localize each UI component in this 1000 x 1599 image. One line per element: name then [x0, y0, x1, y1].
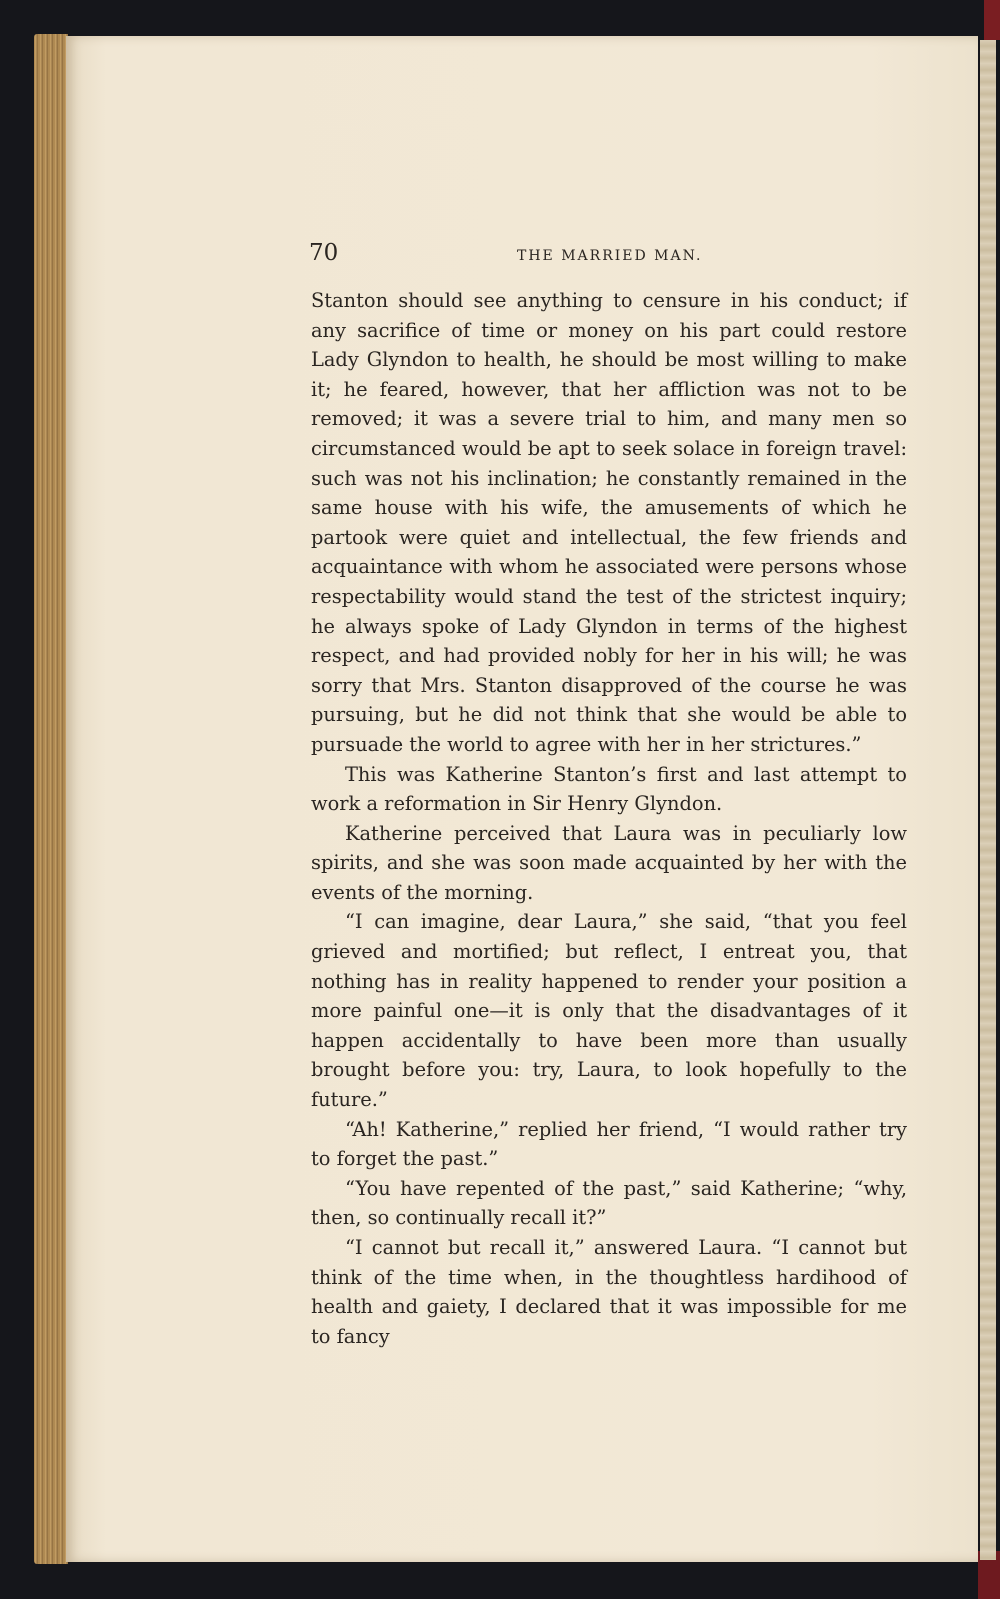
book-cover-edge — [984, 0, 1000, 40]
page-edges-right — [980, 40, 996, 1560]
paragraph: “I can imagine, dear Laura,” she said, “that you feel grieved and mortified; but reflect, I entreat you, that nothing has in reality happened to render your position a more painful one—it is only that the disadvantages of it happen accidentally to have been more than usually brought before you: try, Laura, to look hopefully to the future.” — [311, 910, 907, 1112]
paragraph: “You have repented of the past,” said Katherine; “why, then, so continually recall it?” — [311, 1176, 907, 1230]
paragraph: Stanton should see anything to censure in his conduct; if any sacrifice of time or money on his part could restore Lady Glyndon to health, he should be most willing to make it; he feared, however, that her affliction was not to be removed; it was a severe trial to him, and many men so circumstanced would be apt to seek solace in foreign travel: such was not his inclination; he constantly remained in the same house with his wife, the amusements of which he partook were quiet and intellectual, the few friends and acquaintance with whom he associated were persons whose respectability would stand the test of the strictest inquiry; he always spoke of Lady Glyndon in terms of the highest respect, and had provided nobly for her in his will; he was sorry that Mrs. Stanton disapproved of the course he was pursuing, but he did not think that she would be able to pursuade the world to agree with her in her strictures.” — [311, 289, 907, 756]
paragraph: This was Katherine Stanton’s first and last attempt to work a reformation in Sir Henry Glyndon. — [311, 762, 907, 816]
running-head: THE MARRIED MAN. — [517, 248, 703, 264]
paragraph: Katherine perceived that Laura was in peculiarly low spirits, and she was soon made acquainted by her with the events of the morning. — [311, 821, 907, 904]
paragraph: “Ah! Katherine,” replied her friend, “I would rather try to forget the past.” — [311, 1117, 907, 1171]
page-header — [309, 238, 909, 278]
page-edges — [34, 34, 68, 1564]
body-text — [311, 286, 907, 1351]
paragraph: “I cannot but recall it,” answered Laura. “I cannot but think of the time when, in the thoughtless hardihood of health and gaiety, I declared that it was impossible for me to fancy — [311, 1236, 907, 1348]
page-number: 70 — [309, 240, 339, 266]
